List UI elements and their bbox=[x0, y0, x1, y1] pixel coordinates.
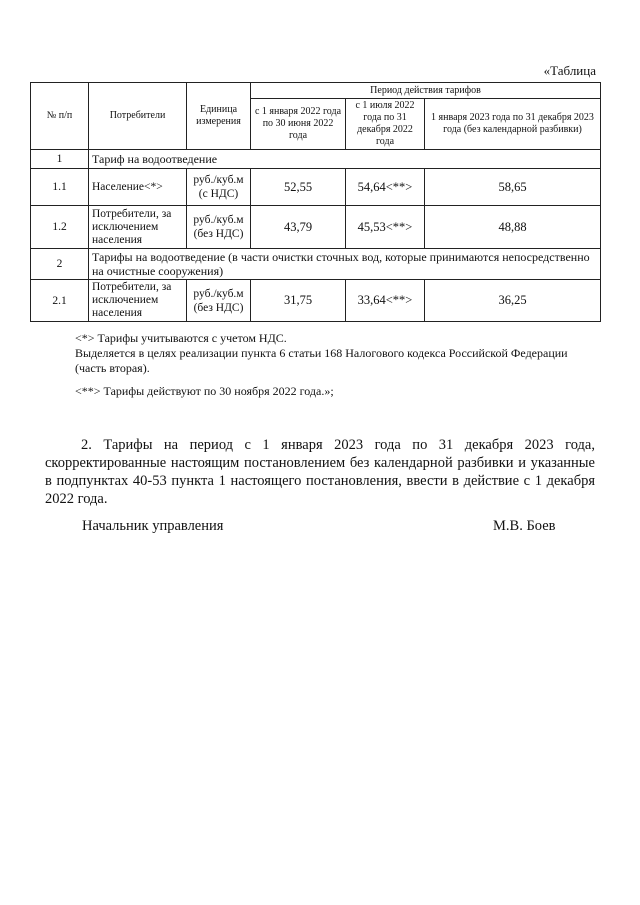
footnote-1: <*> Тарифы учитываются с учетом НДС. bbox=[75, 331, 287, 345]
row-consumer: Население<*> bbox=[89, 169, 187, 206]
row-num: 1.1 bbox=[31, 169, 89, 206]
row-num: 1.2 bbox=[31, 206, 89, 249]
row-value-period-1: 52,55 bbox=[251, 169, 346, 206]
footnote-3: <**> Тарифы действуют по 30 ноября 2022 года.»; bbox=[75, 384, 334, 398]
header-period-group: Период действия тарифов bbox=[251, 83, 601, 99]
section-title: Тариф на водоотведение bbox=[89, 150, 601, 169]
row-num: 2.1 bbox=[31, 280, 89, 322]
row-value-period-1: 31,75 bbox=[251, 280, 346, 322]
header-period-2: с 1 июля 2022 года по 31 декабря 2022 года bbox=[346, 99, 425, 150]
tariff-table bbox=[30, 82, 601, 322]
table-header-row bbox=[31, 83, 601, 99]
section-num: 2 bbox=[31, 249, 89, 280]
signature-position: Начальник управления bbox=[82, 518, 224, 534]
section-row bbox=[31, 150, 601, 169]
row-consumer: Потребители, за исключением населения bbox=[89, 280, 187, 322]
table-row bbox=[31, 206, 601, 249]
section-num: 1 bbox=[31, 150, 89, 169]
section-row bbox=[31, 249, 601, 280]
row-value-period-2: 54,64<**> bbox=[346, 169, 425, 206]
table-row bbox=[31, 280, 601, 322]
footnotes bbox=[75, 331, 595, 399]
section-title: Тарифы на водоотведение (в части очистки сточных вод, которые принимаются непосредственно на очистные сооружения) bbox=[89, 249, 601, 280]
row-unit: руб./куб.м (без НДС) bbox=[187, 206, 251, 249]
footnote-2: Выделяется в целях реализации пункта 6 статьи 168 Налогового кодекса Российской Федерации (часть вторая). bbox=[75, 346, 568, 375]
header-num: № п/п bbox=[31, 83, 89, 150]
table-caption: «Таблица bbox=[543, 63, 596, 78]
table-row bbox=[31, 169, 601, 206]
row-unit: руб./куб.м (с НДС) bbox=[187, 169, 251, 206]
row-consumer: Потребители, за исключением населения bbox=[89, 206, 187, 249]
row-value-period-3: 36,25 bbox=[425, 280, 601, 322]
header-period-3: 1 января 2023 года по 31 декабря 2023 года (без календарной разбивки) bbox=[425, 99, 601, 150]
row-value-period-1: 43,79 bbox=[251, 206, 346, 249]
row-value-period-3: 48,88 bbox=[425, 206, 601, 249]
row-value-period-3: 58,65 bbox=[425, 169, 601, 206]
row-value-period-2: 45,53<**> bbox=[346, 206, 425, 249]
header-unit: Единица измерения bbox=[187, 83, 251, 150]
row-value-period-2: 33,64<**> bbox=[346, 280, 425, 322]
signature-name: М.В. Боев bbox=[493, 518, 556, 534]
row-unit: руб./куб.м (без НДС) bbox=[187, 280, 251, 322]
header-period-1: с 1 января 2022 года по 30 июня 2022 года bbox=[251, 99, 346, 150]
header-consumers: Потребители bbox=[89, 83, 187, 150]
body-paragraph: 2. Тарифы на период с 1 января 2023 года по 31 декабря 2023 года, скорректированные настоящим постановлением без календарной разбивки и указанные в подпунктах 40-53 пункта 1 настоящего постановления, ввести в действие с 1 декабря 2022 года. bbox=[45, 437, 595, 507]
